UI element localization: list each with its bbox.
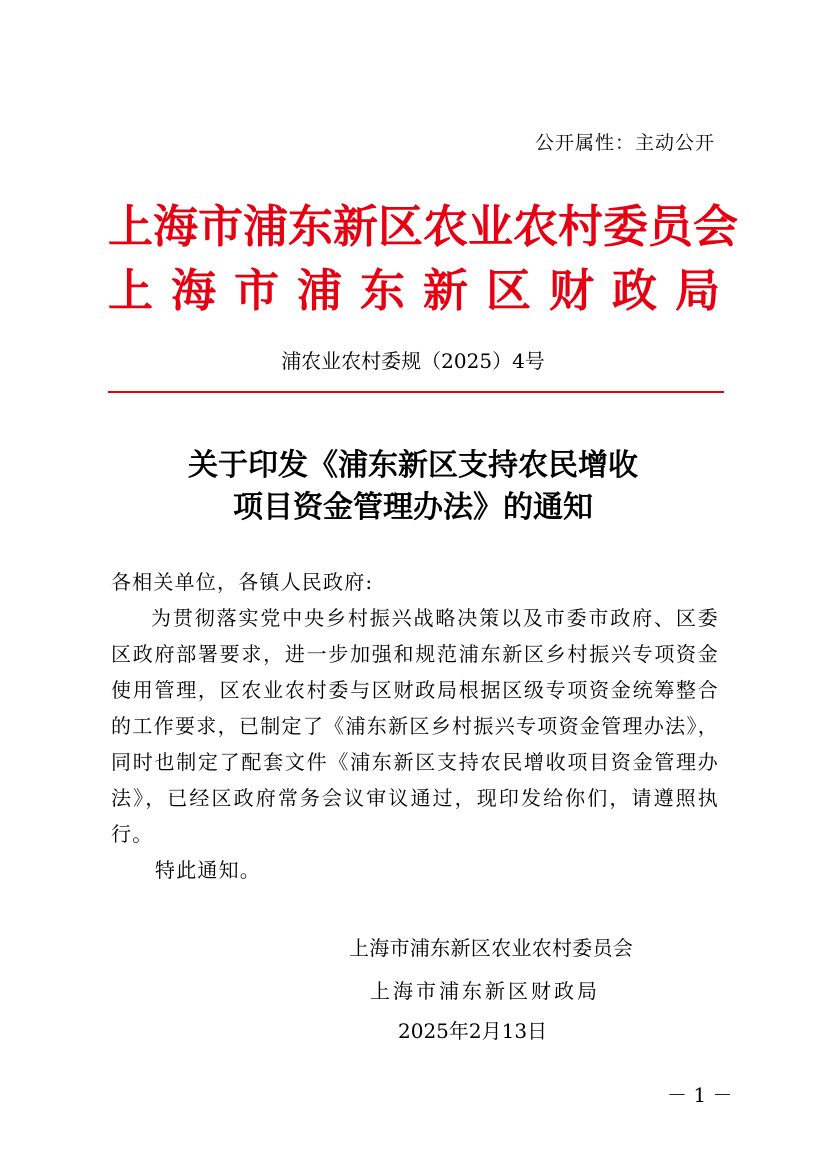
- red-divider: [108, 391, 724, 393]
- signature-agriculture-commission: 上海市浦东新区农业农村委员会: [349, 936, 634, 960]
- document-title-line-1: 关于印发《浦东新区支持农民增收: [188, 448, 638, 483]
- document-number: 浦农业农村委规（2025）4号: [281, 349, 545, 373]
- issuer-finance-bureau: 上海市浦东新区财政局: [108, 264, 720, 317]
- salutation: 各相关单位，各镇人民政府:: [111, 570, 374, 594]
- body-paragraph: 为贯彻落实党中央乡村振兴战略决策以及市委市政府、区委区政府部署要求，进一步加强和规范浦东新区乡村振兴专项资金使用管理，区农业农村委与区财政局根据区级专项资金统筹整合的工作要求，已制定了《浦东新区乡村振兴专项资金管理办法》，同时也制定了配套文件《浦东新区支持农民增收项目资金管理办法》，已经区政府常务会议审议通过，现印发给你们，请遵照执行。: [111, 606, 719, 846]
- signature-date: 2025年2月13日: [398, 1019, 548, 1043]
- disclosure-attribute: 公开属性：主动公开: [534, 132, 715, 154]
- signature-finance-bureau: 上海市浦东新区财政局: [370, 979, 600, 1003]
- closing-remark: 特此通知。: [155, 858, 261, 882]
- issuer-agriculture-commission: 上海市浦东新区农业农村委员会: [108, 200, 739, 253]
- document-title-line-2: 项目资金管理办法》的通知: [233, 490, 593, 525]
- page-number: － 1 －: [667, 1083, 733, 1107]
